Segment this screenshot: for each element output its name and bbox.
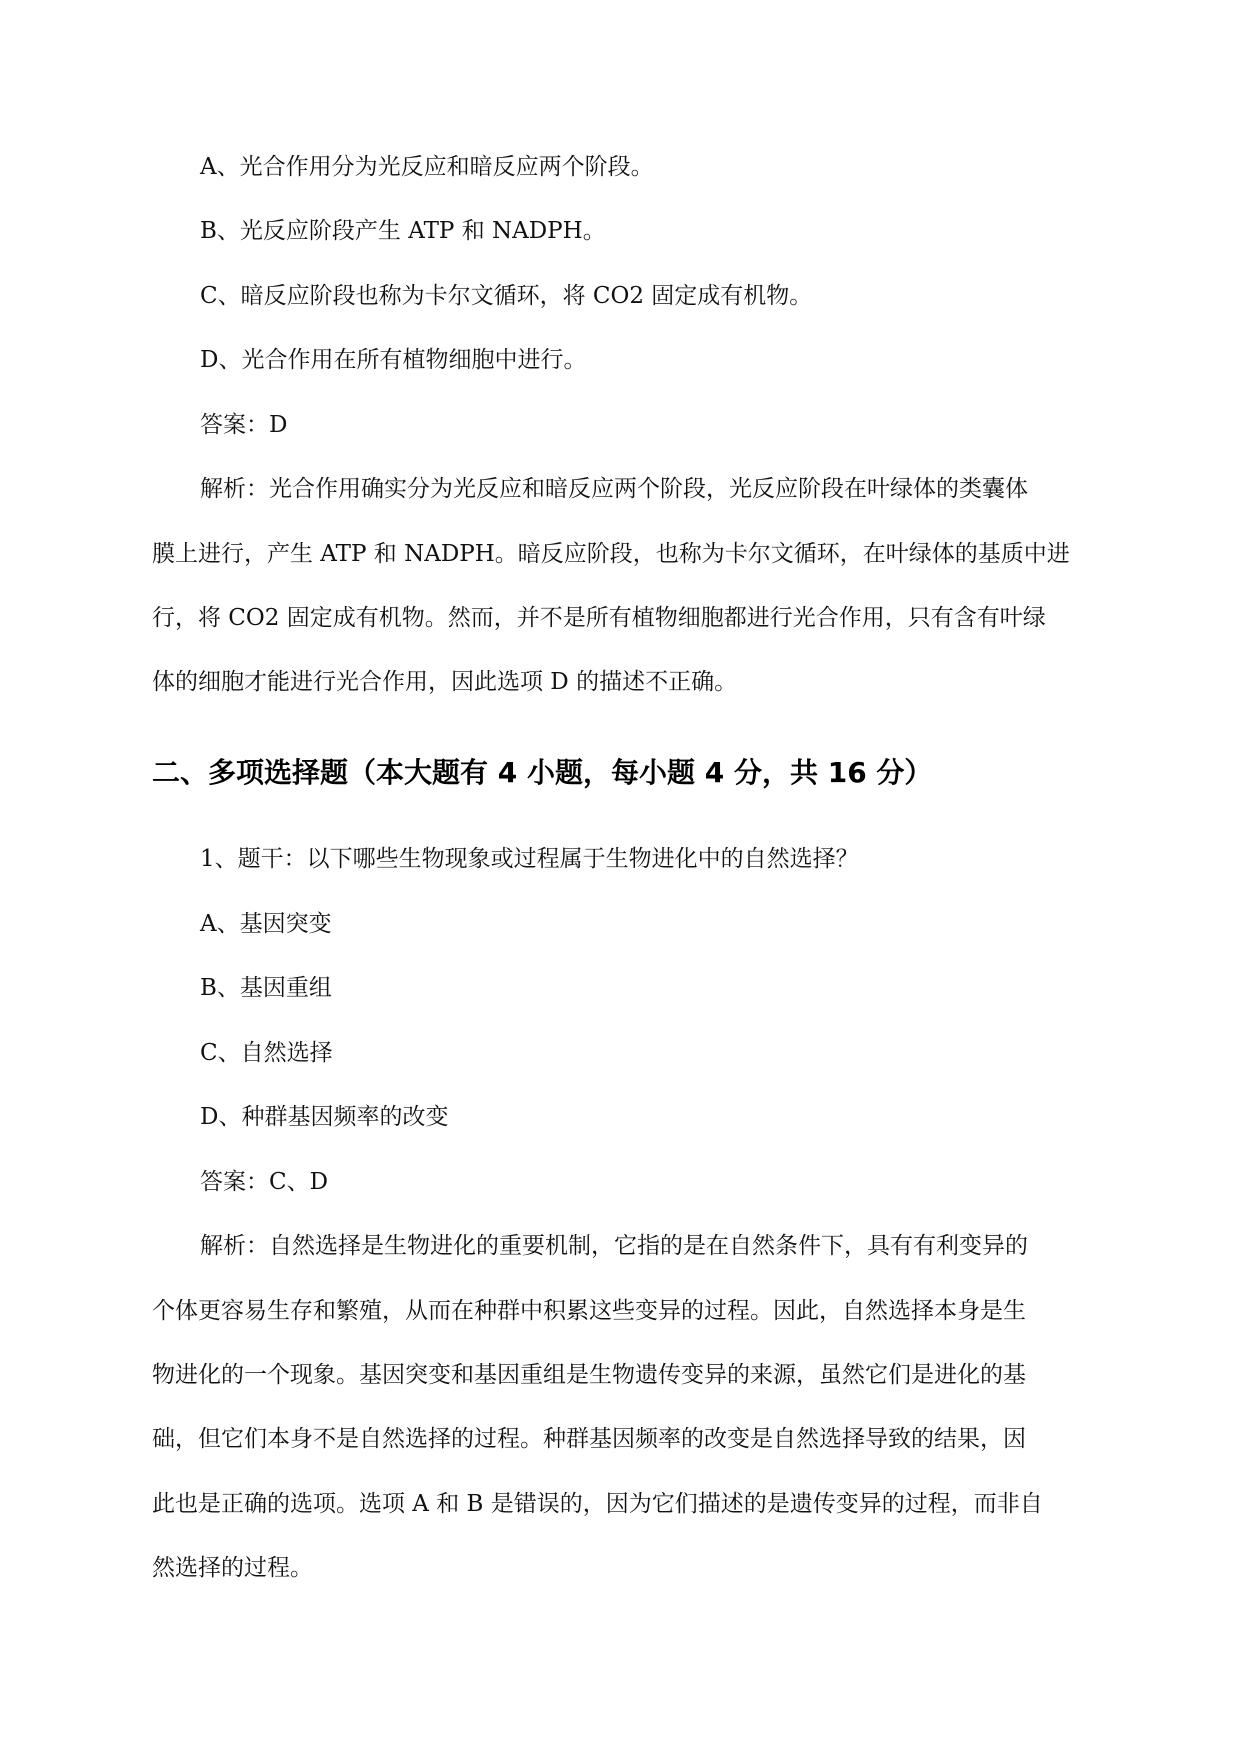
option-c: C、暗反应阶段也称为卡尔文循环，将 CO2 固定成有机物。 [200, 283, 813, 309]
answer-line: 答案：C、D [200, 1169, 329, 1195]
option-d: D、种群基因频率的改变 [200, 1104, 449, 1130]
analysis-line: 体的细胞才能进行光合作用，因此选项 D 的描述不正确。 [152, 669, 738, 695]
option-d: D、光合作用在所有植物细胞中进行。 [200, 347, 587, 373]
section-heading: 二、多项选择题（本大题有 4 小题，每小题 4 分，共 16 分） [152, 756, 933, 789]
analysis-line: 个体更容易生存和繁殖，从而在种群中积累这些变异的过程。因此，自然选择本身是生 [152, 1298, 1026, 1324]
option-b: B、基因重组 [200, 975, 332, 1001]
analysis-line: 然选择的过程。 [152, 1555, 313, 1581]
analysis-line: 行，将 CO2 固定成有机物。然而，并不是所有植物细胞都进行光合作用，只有含有叶绿 [152, 605, 1046, 631]
analysis-line: 物进化的一个现象。基因突变和基因重组是生物遗传变异的来源，虽然它们是进化的基 [152, 1362, 1026, 1388]
analysis-line: 础，但它们本身不是自然选择的过程。种群基因频率的改变是自然选择导致的结果，因 [152, 1426, 1026, 1452]
question-stem: 1、题干：以下哪些生物现象或过程属于生物进化中的自然选择？ [200, 846, 859, 872]
answer-line: 答案：D [200, 412, 288, 438]
analysis-line: 此也是正确的选项。选项 A 和 B 是错误的，因为它们描述的是遗传变异的过程，而非自 [152, 1491, 1043, 1517]
analysis-line: 解析：自然选择是生物进化的重要机制，它指的是在自然条件下，具有有利变异的 [200, 1233, 1028, 1259]
option-a: A、光合作用分为光反应和暗反应两个阶段。 [200, 154, 654, 180]
option-a: A、基因突变 [200, 911, 332, 937]
analysis-line: 解析：光合作用确实分为光反应和暗反应两个阶段，光反应阶段在叶绿体的类囊体 [200, 476, 1028, 502]
option-b: B、光反应阶段产生 ATP 和 NADPH。 [200, 218, 606, 244]
option-c: C、自然选择 [200, 1040, 333, 1066]
analysis-line: 膜上进行，产生 ATP 和 NADPH。暗反应阶段，也称为卡尔文循环，在叶绿体的基质中进 [152, 541, 1070, 567]
